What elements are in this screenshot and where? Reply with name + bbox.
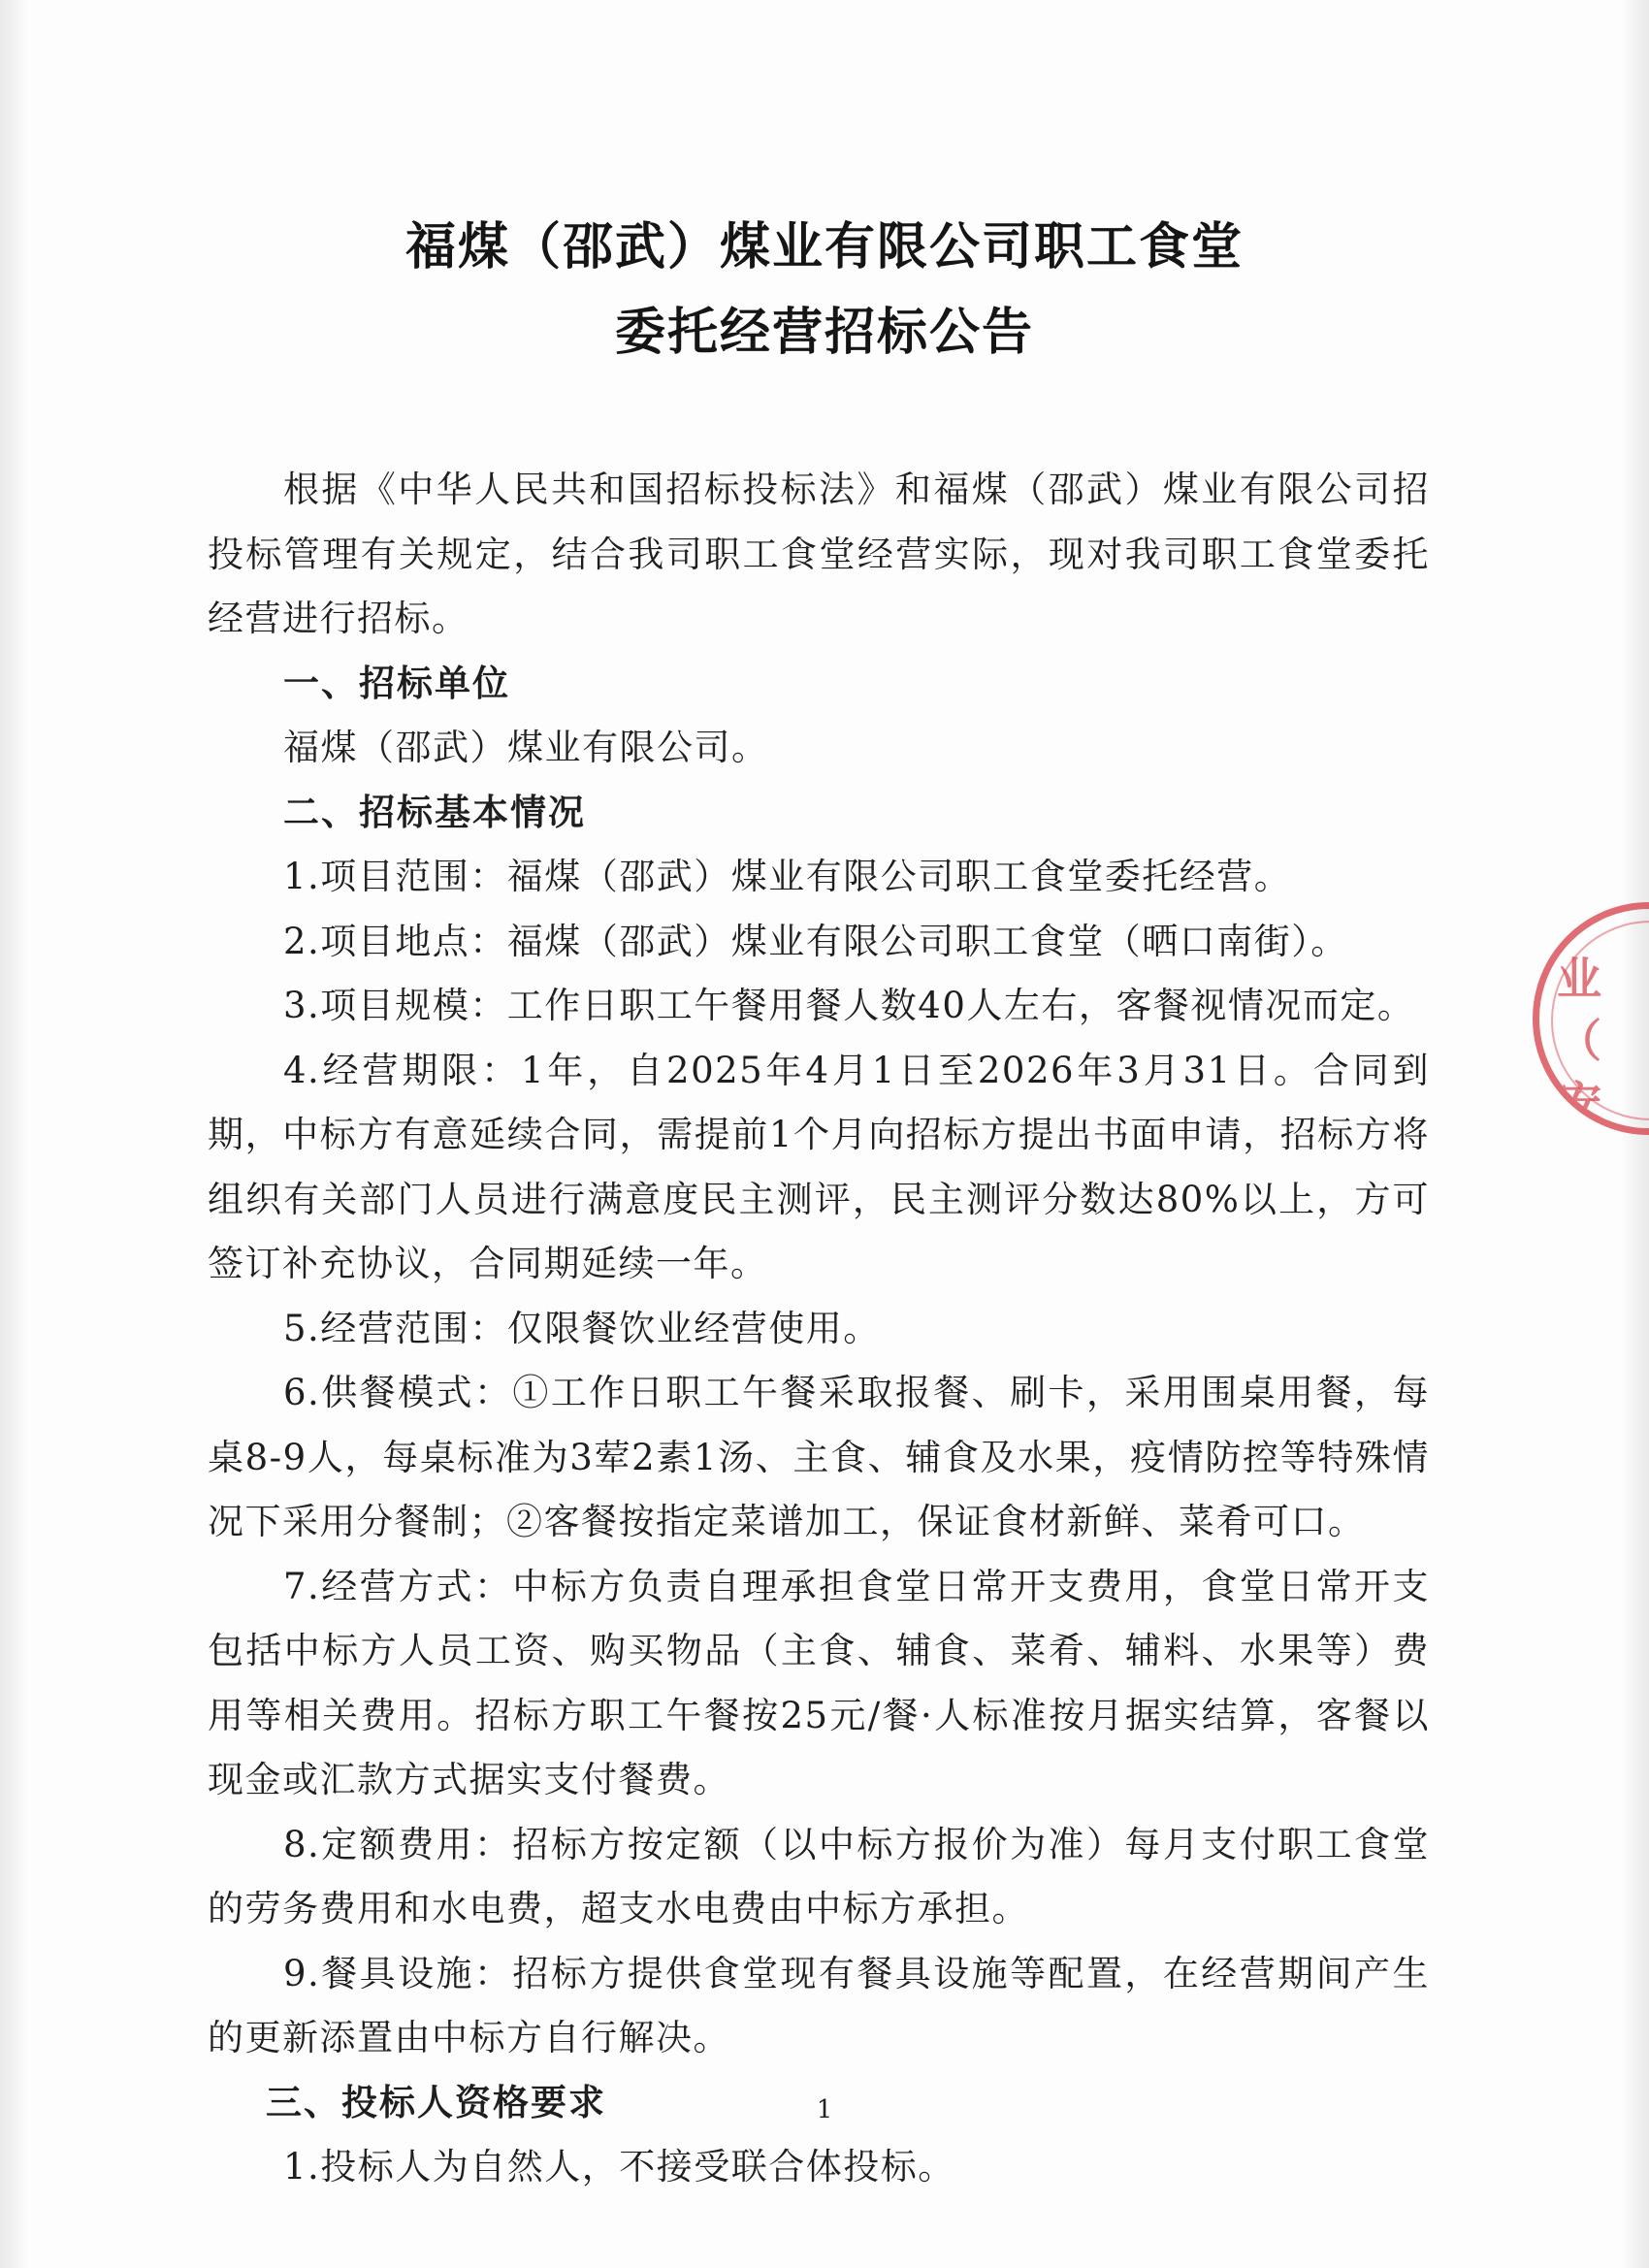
basic-info-item-fixed-fees: 8.定额费用：招标方按定额（以中标方报价为准）每月支付职工食堂的劳务费用和水电费，超支水电费由中标方承担。 bbox=[208, 1823, 1430, 1929]
basic-info-item-meal-mode: 6.供餐模式：①工作日职工午餐采取报餐、刷卡，采用围桌用餐，每桌8-9人，每桌标准为3荤2素1汤、主食、辅食及水果，疫情防控等特殊情况下采用分餐制；②客餐按指定菜谱加工，保证食材新鲜、菜肴可口。 bbox=[208, 1372, 1430, 1542]
basic-info-item-location: 2.项目地点：福煤（邵武）煤业有限公司职工食堂（晒口南街）。 bbox=[283, 920, 1348, 962]
section-heading-bidder-qualification: 三、投标人资格要求 bbox=[266, 2081, 606, 2123]
company-seal-stamp bbox=[1533, 902, 1649, 1135]
section-heading-bidding-unit: 一、招标单位 bbox=[283, 662, 510, 704]
seal-text: 业 （ 安 bbox=[1557, 953, 1601, 1129]
qualification-item-natural-person: 1.投标人为自然人，不接受联合体投标。 bbox=[283, 2146, 955, 2187]
page-number: 1 bbox=[816, 2095, 833, 2124]
basic-info-item-operation-mode: 7.经营方式：中标方负责自理承担食堂日常开支费用，食堂日常开支包括中标方人员工资、购买物品（主食、辅食、菜肴、辅料、水果等）费用等相关费用。招标方职工午餐按25元/餐·人标准按月据实结算，客餐以现金或汇款方式据实支付餐费。 bbox=[208, 1565, 1430, 1800]
bidding-unit-name: 福煤（邵武）煤业有限公司。 bbox=[283, 727, 769, 768]
basic-info-item-scope: 1.项目范围：福煤（邵武）煤业有限公司职工食堂委托经营。 bbox=[283, 856, 1292, 897]
intro-paragraph: 根据《中华人民共和国招标投标法》和福煤（邵武）煤业有限公司招投标管理有关规定，结合我司职工食堂经营实际，现对我司职工食堂委托经营进行招标。 bbox=[208, 469, 1430, 639]
basic-info-item-term: 4.经营期限：1年，自2025年4月1日至2026年3月31日。合同到期，中标方有意延续合同，需提前1个月向招标方提出书面申请，招标方将组织有关部门人员进行满意度民主测评，民主测评分数达80%以上，方可签订补充协议，合同期延续一年。 bbox=[208, 1049, 1430, 1284]
basic-info-item-business-range: 5.经营范围：仅限餐饮业经营使用。 bbox=[283, 1307, 881, 1349]
basic-info-item-tableware: 9.餐具设施：招标方提供食堂现有餐具设施等配置，在经营期间产生的更新添置由中标方自行解决。 bbox=[208, 1952, 1430, 2058]
document-title-line1: 福煤（邵武）煤业有限公司职工食堂 bbox=[404, 218, 1244, 276]
document-body bbox=[208, 458, 1430, 2200]
document-title-line2: 委托经营招标公告 bbox=[614, 304, 1034, 362]
section-heading-basic-info: 二、招标基本情况 bbox=[283, 791, 586, 833]
basic-info-item-scale: 3.项目规模：工作日职工午餐用餐人数40人左右，客餐视情况而定。 bbox=[283, 985, 1415, 1026]
